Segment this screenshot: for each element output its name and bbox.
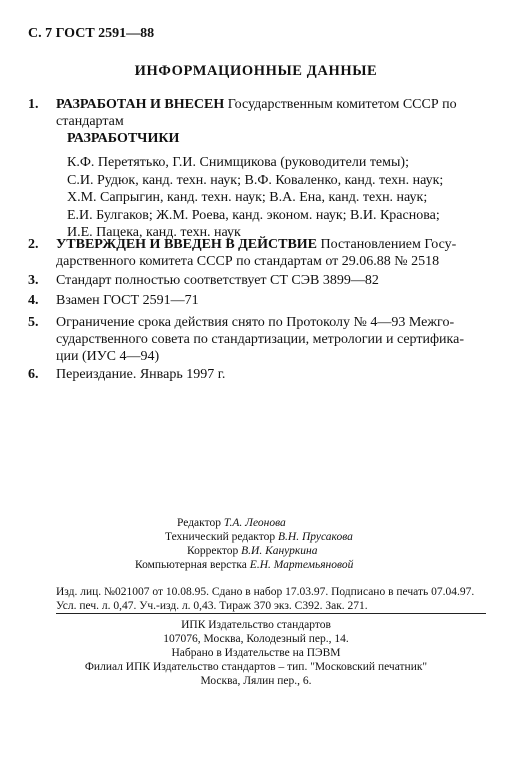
item-text: Стандарт полностью соответствует СТ СЭВ 3899—82: [56, 273, 379, 288]
corrector-label: Корректор: [187, 545, 242, 557]
item-text: Переиздание. Январь 1997 г.: [56, 367, 226, 382]
item-text-line: сударственного совета по стандартизации, метрологии и сертифика-: [56, 332, 465, 347]
separator-line: [56, 613, 486, 614]
editorial-credits: [135, 516, 354, 572]
item-text-line: Ограничение срока действия снято по Протоколу № 4—93 Межго-: [56, 315, 455, 330]
item-text: Постановлением Госу-: [317, 237, 457, 252]
developers-list: [67, 154, 443, 242]
publisher-line: Филиал ИПК Издательство стандартов – тип. "Московский печатник": [84, 661, 428, 673]
layout-name: Е.Н. Мартемьяновой: [249, 559, 354, 571]
item-text-line: дарственного комитета СССР по стандартам от 29.06.88 № 2518: [56, 254, 440, 269]
imprint-line: Изд. лиц. №021007 от 10.08.95. Сдано в набор 17.03.97. Подписано в печать 07.04.97.: [56, 586, 475, 598]
developer-line: К.Ф. Перетятько, Г.И. Снимщикова (руководители темы);: [67, 155, 409, 170]
page-header: С. 7 ГОСТ 2591—88: [28, 26, 155, 41]
item-number: 4.: [28, 293, 39, 308]
developer-line: С.И. Рудюк, канд. техн. наук; В.Ф. Коваленко, канд. техн. наук;: [67, 172, 444, 188]
item-text: Взамен ГОСТ 2591—71: [56, 293, 199, 308]
item-text-line: стандартам: [56, 114, 124, 129]
imprint-line: Усл. печ. л. 0,47. Уч.-изд. л. 0,43. Тираж 370 экз. С392. Зак. 271.: [56, 600, 368, 612]
developer-line: И.Е. Пацека, канд. техн. наук: [67, 225, 241, 240]
document-title: ИНФОРМАЦИОННЫЕ ДАННЫЕ: [134, 63, 378, 79]
imprint: [56, 585, 474, 613]
editor-label: Редактор: [177, 517, 224, 529]
item-number: 5.: [28, 315, 39, 330]
item-text-line: ции (ИУС 4—94): [56, 349, 160, 364]
item-lead: УТВЕРЖДЕН И ВВЕДЕН В ДЕЙСТВИЕ: [56, 237, 318, 252]
publisher-info: [0, 618, 512, 688]
corrector-name: В.И. Кануркина: [241, 545, 318, 557]
item-number: 2.: [28, 237, 39, 252]
tech-editor-name: В.Н. Прусакова: [278, 531, 353, 543]
item-number: 6.: [28, 367, 39, 382]
publisher-line: Москва, Лялин пер., 6.: [200, 675, 312, 687]
layout-label: Компьютерная верстка: [135, 559, 250, 571]
item-lead: РАЗРАБОТАН И ВНЕСЕН: [56, 97, 225, 112]
publisher-line: Набрано в Издательстве на ПЭВМ: [171, 647, 341, 659]
item-number: 3.: [28, 273, 39, 288]
developer-line: Х.М. Сапрыгин, канд. техн. наук; В.А. Ена, канд. техн. наук;: [67, 190, 428, 205]
item-number: 1.: [28, 97, 39, 112]
tech-editor-label: Технический редактор: [165, 531, 278, 543]
developers-title: РАЗРАБОТЧИКИ: [67, 131, 180, 146]
editor-name: Т.А. Леонова: [223, 517, 286, 529]
item-text: Государственным комитетом СССР по: [224, 97, 457, 112]
publisher-line: ИПК Издательство стандартов: [181, 619, 331, 631]
developer-line: Е.И. Булгаков; Ж.М. Роева, канд. эконом. наук; В.И. Краснова;: [67, 207, 440, 223]
publisher-line: 107076, Москва, Колодезный пер., 14.: [163, 633, 349, 645]
